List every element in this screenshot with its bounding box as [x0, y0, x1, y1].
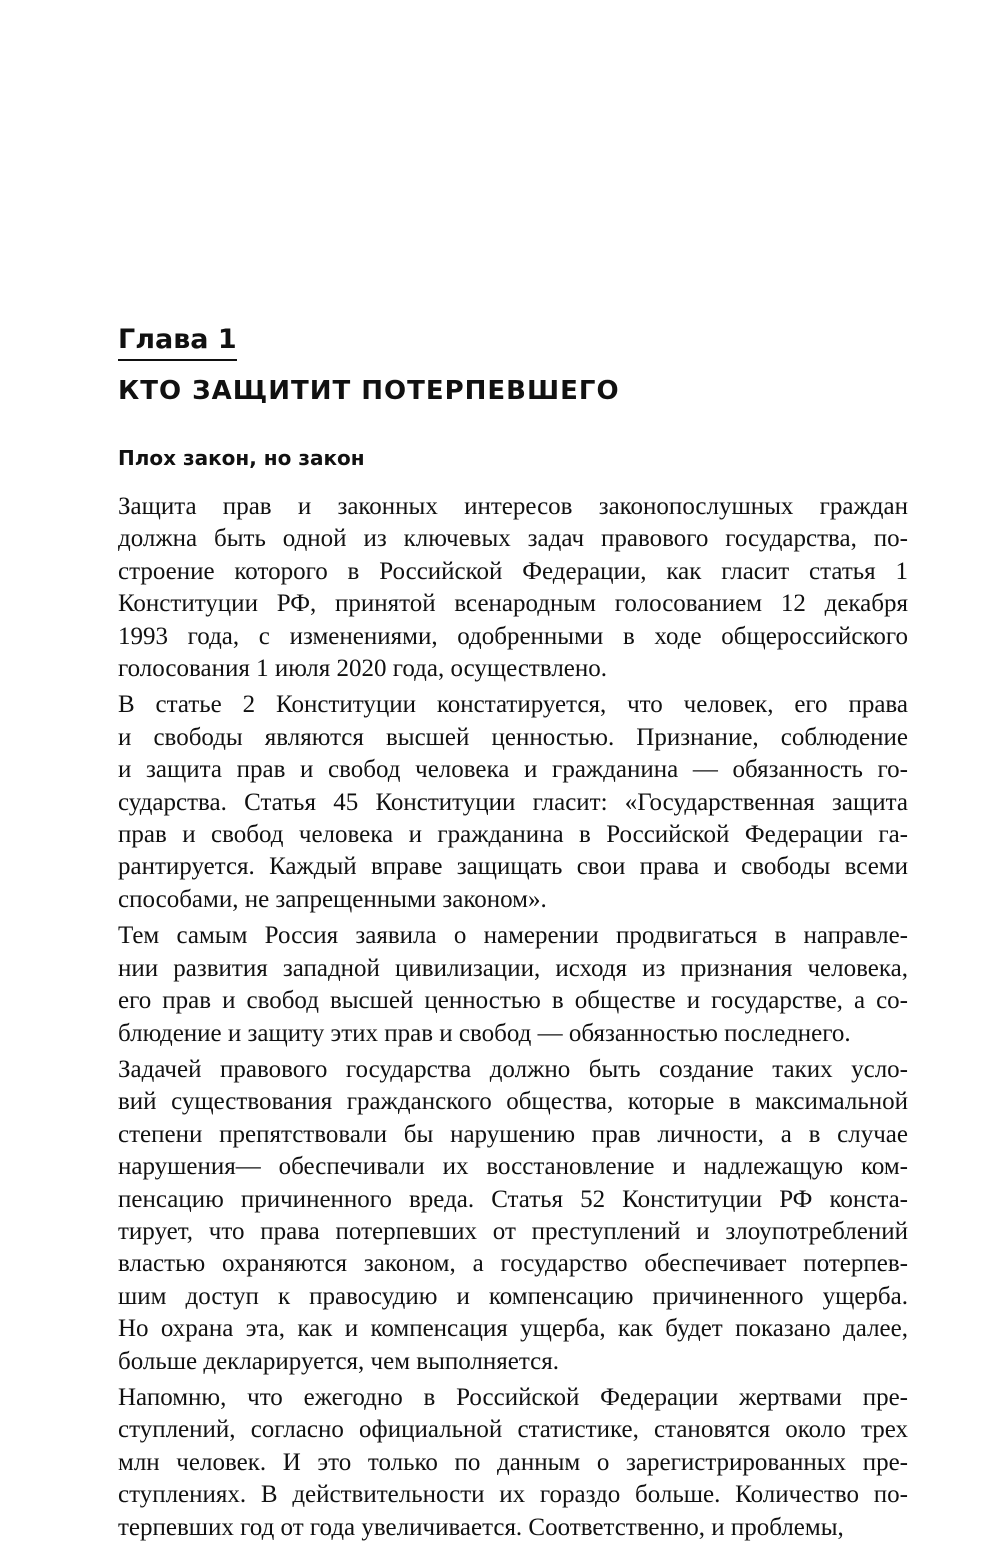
- text-line: ступлений, согласно официальной статистике, становятся около трех: [118, 1416, 908, 1444]
- text-line: больше декларируется, чем выполняется.: [118, 1347, 559, 1375]
- text-line: Тем самым Россия заявила о намерении продвигаться в направле-: [118, 922, 908, 950]
- chapter-header: [118, 322, 908, 411]
- paragraph: [118, 491, 908, 685]
- paragraph: [118, 1382, 908, 1544]
- text-line: блюдение и защиту этих прав и свобод — обязанностью последнего.: [118, 1019, 851, 1047]
- text-line: Но охрана эта, как и компенсация ущерба, как будет показано далее,: [118, 1315, 908, 1343]
- paragraph: [118, 689, 908, 916]
- text-line: способами, не запрещенными законом».: [118, 885, 547, 913]
- text-line: Напомню, что ежегодно в Российской Федерации жертвами пре-: [118, 1383, 908, 1411]
- text-line: рантируется. Каждый вправе защищать свои права и свободы всеми: [118, 853, 908, 881]
- text-line: Защита прав и законных интересов законопослушных граждан: [118, 493, 908, 520]
- text-line: тирует, что права потерпевших от преступлений и злоупотреблений: [118, 1217, 908, 1245]
- text-line: степени препятствовали бы нарушению прав личности, а в случае: [118, 1120, 908, 1148]
- text-line: и свободы являются высшей ценностью. Признание, соблюдение: [118, 723, 908, 751]
- book-page: [118, 322, 908, 1548]
- text-line: шим доступ к правосудию и компенсацию причиненного ущерба.: [118, 1282, 908, 1310]
- text-line: нии развития западной цивилизации, исходя из признания человека,: [118, 954, 908, 982]
- text-line: Задачей правового государства должно быть создание таких усло-: [118, 1055, 908, 1083]
- section-title: Плох закон, но закон: [118, 446, 365, 470]
- text-line: 1993 года, с изменениями, одобренными в ходе общероссийского: [118, 622, 908, 650]
- paragraph: [118, 920, 908, 1050]
- text-line: ступлениях. В действительности их гораздо больше. Количество по-: [118, 1481, 908, 1509]
- text-line: терпевших год от года увеличивается. Соответственно, и проблемы,: [118, 1513, 844, 1541]
- text-line: млн человек. И это только по данным о зарегистрированных пре-: [118, 1448, 908, 1476]
- text-line: вий существования гражданского общества, которые в максимальной: [118, 1088, 908, 1116]
- text-line: Конституции РФ, принятой всенародным голосованием 12 декабря: [118, 590, 908, 618]
- text-line: сударства. Статья 45 Конституции гласит: «Государственная защита: [118, 788, 908, 816]
- paragraph: [118, 1054, 908, 1378]
- chapter-title: КТО ЗАЩИТИТ ПОТЕРПЕВШЕГО: [118, 376, 620, 406]
- text-line: прав и свобод человека и гражданина в Российской Федерации га-: [118, 821, 908, 849]
- text-line: нарушения— обеспечивали их восстановление и надлежащую ком-: [118, 1153, 908, 1181]
- text-line: пенсацию причиненного вреда. Статья 52 Конституции РФ конста-: [118, 1185, 908, 1213]
- text-line: строение которого в Российской Федерации, как гласит статья 1: [118, 557, 908, 585]
- text-line: властью охраняются законом, а государство обеспечивает потерпев-: [118, 1250, 908, 1278]
- chapter-label: Глава 1: [118, 322, 237, 361]
- text-line: должна быть одной из ключевых задач правового государства, по-: [118, 525, 908, 553]
- text-line: В статье 2 Конституции констатируется, что человек, его права: [118, 691, 908, 719]
- text-line: голосования 1 июля 2020 года, осуществлено.: [118, 655, 608, 683]
- text-line: и защита прав и свобод человека и гражданина — обязанность го-: [118, 756, 908, 784]
- body-text: [118, 491, 908, 1544]
- text-line: его прав и свобод высшей ценностью в обществе и государстве, а со-: [118, 987, 908, 1015]
